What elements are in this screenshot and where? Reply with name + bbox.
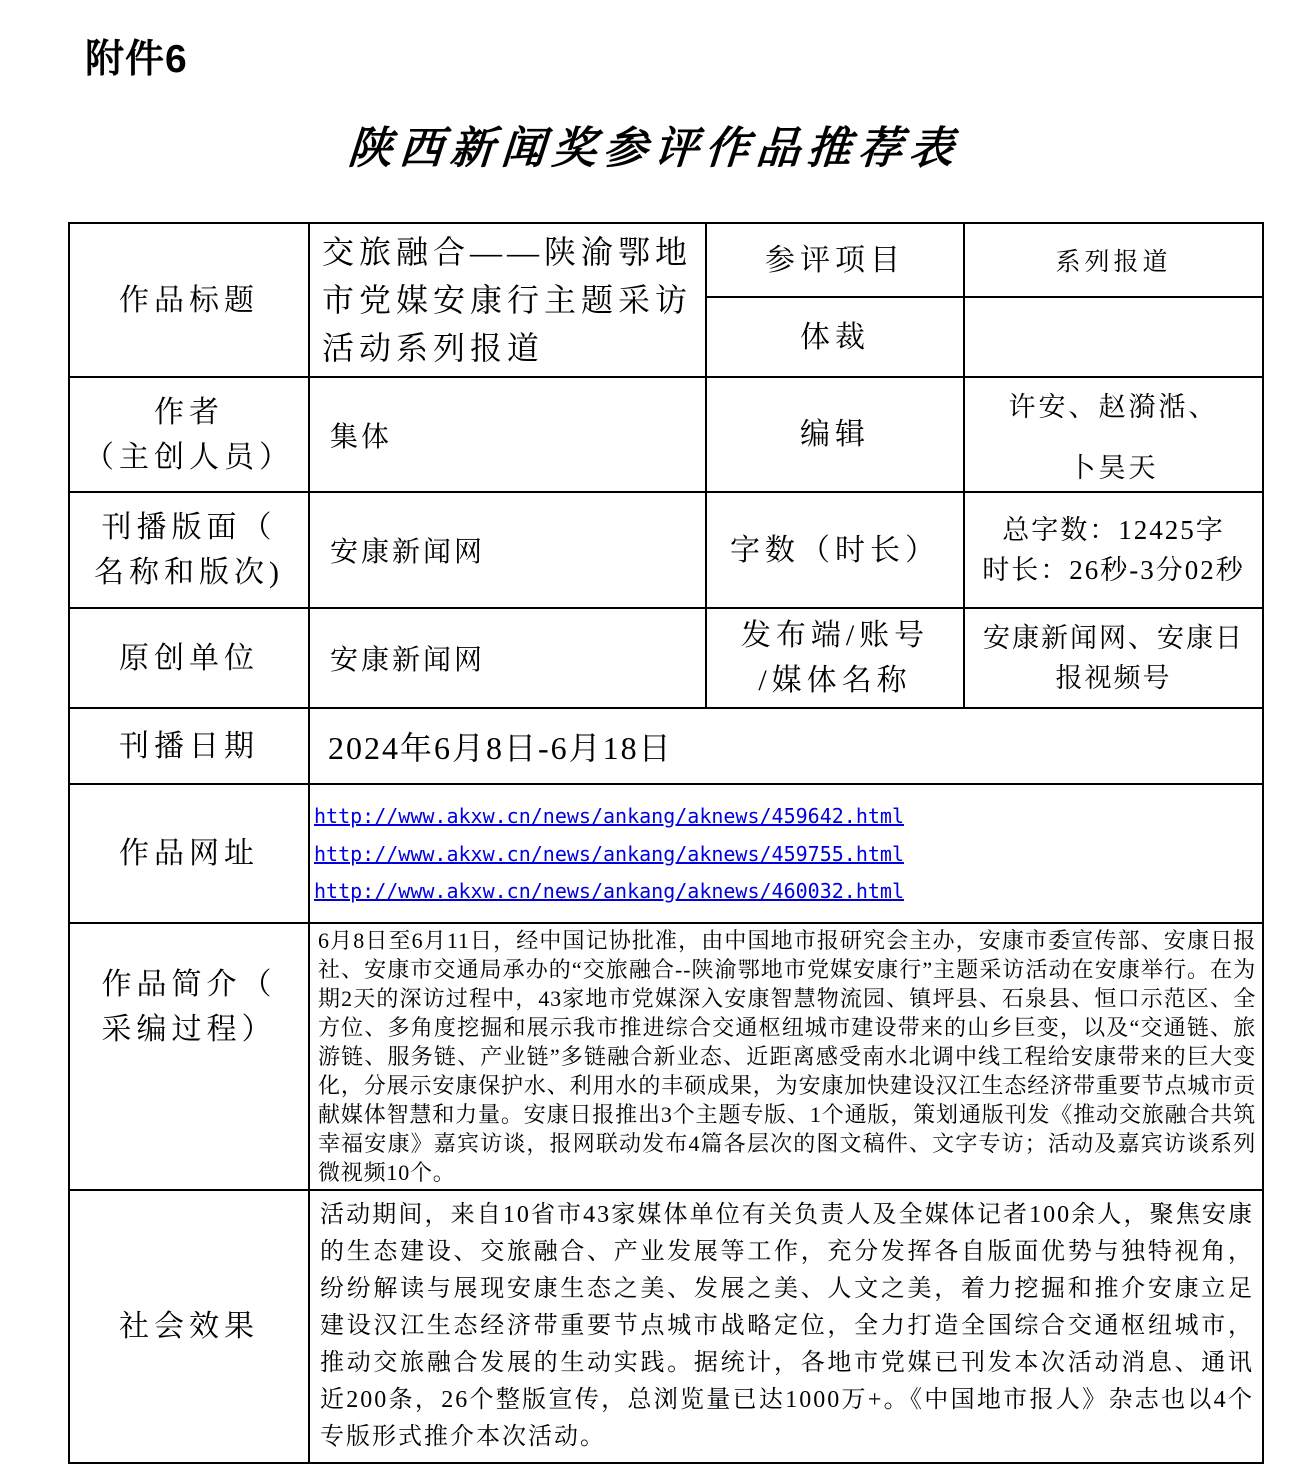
publish-channel-label-line1: 发布端/账号 (740, 619, 930, 652)
work-url-link-1[interactable]: http://www.akxw.cn/news/ankang/aknews/459642.html (314, 804, 905, 829)
work-intro-label (69, 923, 309, 1190)
entry-item-value: 系列报道 (964, 223, 1263, 297)
work-urls-cell (309, 784, 1263, 923)
genre-value (964, 297, 1263, 377)
table-row (69, 708, 1263, 784)
table-row (69, 223, 1263, 297)
publication-value: 安康新闻网 (309, 492, 706, 608)
publication-label (69, 492, 309, 608)
table-row (69, 377, 1263, 492)
table-row (69, 608, 1263, 708)
work-intro-cell (309, 923, 1263, 1190)
social-effect-text: 活动期间，来自10省市43家媒体单位有关负责人及全媒体记者100余人，聚焦安康的生态建设、交旅融合、产业发展等工作，充分发挥各自版面优势与独特视角，纷纷解读与展现安康生态之美、发展之美、人文之美，着力挖掘和推介安康立足建设汉江生态经济带重要节点城市战略定位，全力打造全国综合交通枢纽城市，推动交旅融合发展的生动实践。据统计，各地市党媒已刊发本次活动消息、通讯近200条，26个整版宣传，总浏览量已达1000万+。《中国地市报人》杂志也以4个专版形式推介本次活动。 (320, 1202, 1254, 1450)
recommendation-table (68, 222, 1264, 1464)
work-intro-label-line1: 作品简介（ (101, 968, 277, 1001)
publish-date-value: 2024年6月8日-6月18日 (309, 708, 1263, 784)
table-row (69, 923, 1263, 1190)
author-label-line2: （主创人员） (84, 440, 294, 474)
table-row (69, 1190, 1263, 1463)
page-title: 陕西新闻奖参评作品推荐表 (346, 123, 962, 174)
word-count-duration: 时长：26秒-3分02秒 (982, 555, 1245, 585)
editor-value-line1: 许安、赵漪湉、 (1008, 391, 1219, 422)
work-title-label: 作品标题 (69, 223, 309, 377)
publish-channel-label-line2: /媒体名称 (758, 664, 912, 697)
author-value: 集体 (309, 377, 706, 492)
word-count-value (964, 492, 1263, 608)
author-label-line1: 作者 (154, 395, 224, 429)
publish-channel-value: 安康新闻网、安康日报视频号 (964, 608, 1263, 708)
genre-label: 体裁 (706, 297, 964, 377)
work-title-value: 交旅融合——陕渝鄂地市党媒安康行主题采访活动系列报道 (309, 223, 706, 377)
work-intro-text: 6月8日至6月11日，经中国记协批准，由中国地市报研究会主办，安康市委宣传部、安康日报社、安康市交通局承办的“交旅融合--陕渝鄂地市党媒安康行”主题采访活动在安康举行。在为期2天的深访过程中，43家地市党媒深入安康智慧物流园、镇坪县、石泉县、恒口示范区、全方位、多角度挖掘和展示我市推进综合交通枢纽城市建设带来的山乡巨变，以及“交通链、旅游链、服务链、产业链”多链融合新业态、近距离感受南水北调中线工程给安康带来的巨大变化，分展示安康保护水、利用水的丰硕成果，为安康加快建设汉江生态经济带重要节点城市贡献媒体智慧和力量。安康日报推出3个主题专版、1个通版，策划通版刊发《推动交旅融合共筑幸福安康》嘉宾访谈，报网联动发布4篇各层次的图文稿件、文字专访；活动及嘉宾访谈系列微视频10个。 (318, 928, 1256, 1185)
publication-label-line2: 名称和版次) (94, 556, 284, 589)
publish-channel-label (706, 608, 964, 708)
author-label (69, 377, 309, 492)
publication-label-line1: 刊播版面（ (101, 511, 277, 544)
table-row (69, 492, 1263, 608)
original-unit-value: 安康新闻网 (309, 608, 706, 708)
editor-value (964, 377, 1263, 492)
editor-value-line2: 卜昊天 (1068, 452, 1159, 483)
word-count-label: 字数（时长） (706, 492, 964, 608)
work-url-link-3[interactable]: http://www.akxw.cn/news/ankang/aknews/460032.html (314, 878, 905, 903)
social-effect-cell (309, 1190, 1263, 1463)
social-effect-label: 社会效果 (69, 1190, 309, 1463)
publish-date-label: 刊播日期 (69, 708, 309, 784)
original-unit-label: 原创单位 (69, 608, 309, 708)
work-urls-label: 作品网址 (69, 784, 309, 923)
table-row (69, 784, 1263, 923)
attachment-label: 附件6 (85, 38, 188, 81)
entry-item-label: 参评项目 (706, 223, 964, 297)
word-count-total: 总字数：12425字 (1002, 515, 1225, 545)
work-url-link-2[interactable]: http://www.akxw.cn/news/ankang/aknews/459755.html (314, 841, 905, 866)
editor-label: 编辑 (706, 377, 964, 492)
work-intro-label-line2: 采编过程） (101, 1013, 277, 1046)
